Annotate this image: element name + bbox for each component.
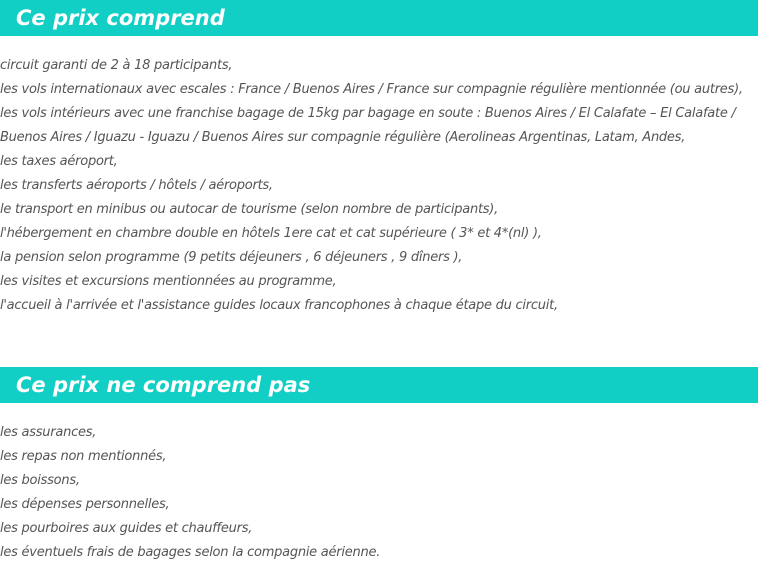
- includes-item: la pension selon programme (9 petits déjeuners , 6 déjeuners , 9 dîners ),: [0, 250, 463, 265]
- includes-item: les transferts aéroports / hôtels / aéroports,: [0, 178, 273, 193]
- includes-item: les vols intérieurs avec une franchise bagage de 15kg par bagage en soute : Buenos Aires / El Calafate – El Calafate /: [0, 106, 736, 121]
- excludes-list: [0, 421, 758, 565]
- includes-item: les visites et excursions mentionnées au programme,: [0, 274, 337, 289]
- includes-item: le transport en minibus ou autocar de tourisme (selon nombre de participants),: [0, 202, 499, 217]
- excludes-section-title: Ce prix ne comprend pas: [0, 367, 758, 403]
- excludes-item: les repas non mentionnés,: [0, 449, 167, 464]
- excludes-item: les assurances,: [0, 425, 97, 440]
- includes-section-title: Ce prix comprend: [0, 0, 758, 36]
- includes-item: les vols internationaux avec escales : France / Buenos Aires / France sur compagnie régulière mentionnée (ou autres),: [0, 82, 743, 97]
- includes-list: [0, 54, 758, 318]
- excludes-item: les dépenses personnelles,: [0, 497, 170, 512]
- excludes-item: les éventuels frais de bagages selon la compagnie aérienne.: [0, 545, 381, 560]
- includes-item: l'hébergement en chambre double en hôtels 1ere cat et cat supérieure ( 3* et 4*(nl) ),: [0, 226, 542, 241]
- excludes-item: les pourboires aux guides et chauffeurs,: [0, 521, 253, 536]
- includes-item: l'accueil à l'arrivée et l'assistance guides locaux francophones à chaque étape du circuit,: [0, 298, 558, 313]
- includes-item: les taxes aéroport,: [0, 154, 118, 169]
- includes-item: Buenos Aires / Iguazu - Iguazu / Buenos Aires sur compagnie régulière (Aerolineas Argentinas, Latam, Andes,: [0, 130, 686, 145]
- includes-item: circuit garanti de 2 à 18 participants,: [0, 58, 233, 73]
- excludes-item: les boissons,: [0, 473, 80, 488]
